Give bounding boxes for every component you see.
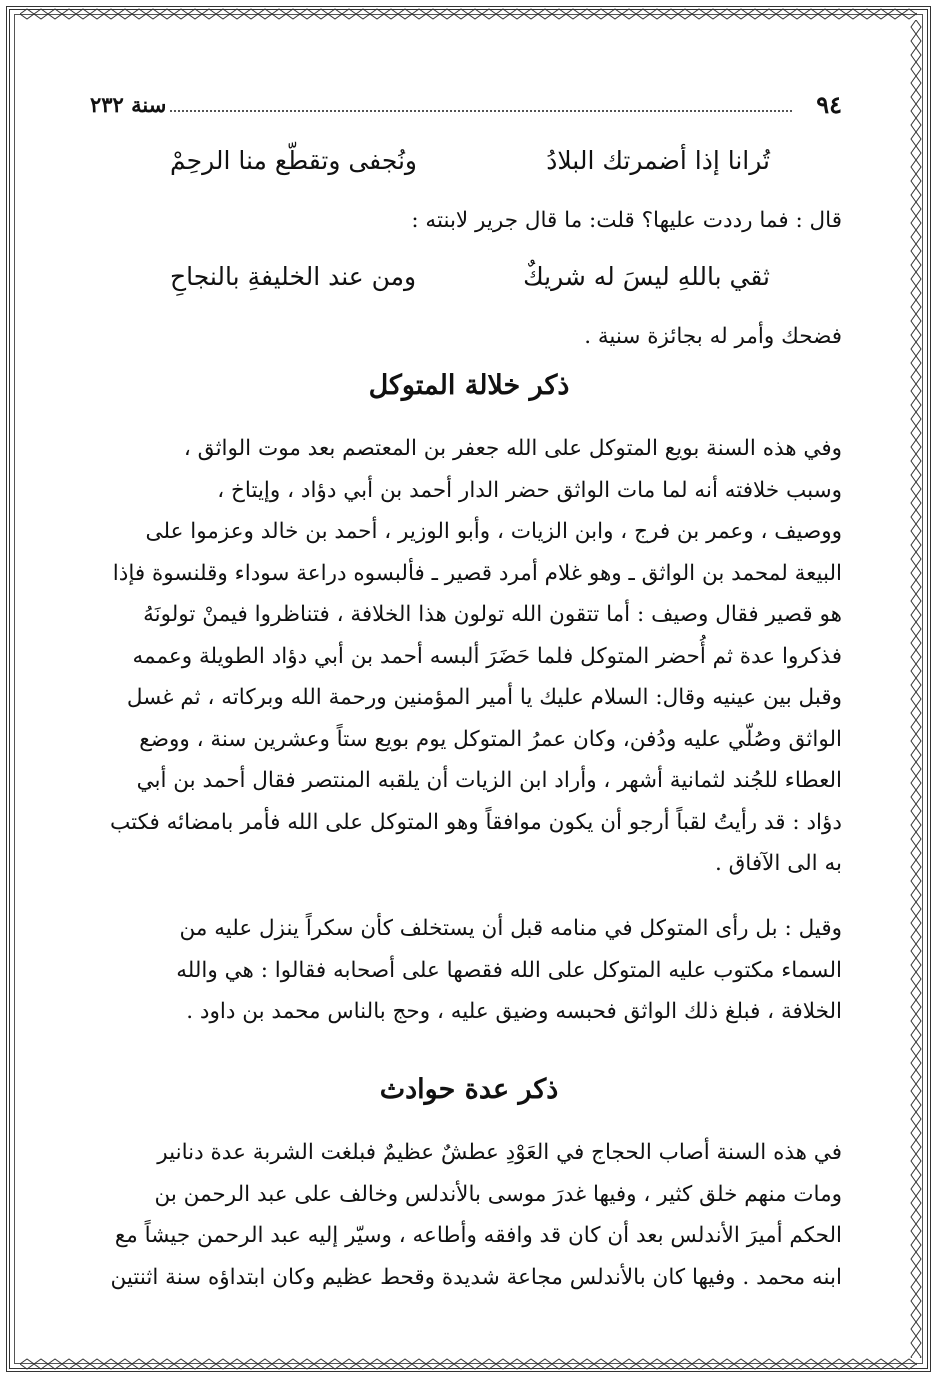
section-heading-2: ذكر عدة حوادث bbox=[379, 1074, 559, 1105]
text-line: الخلافة ، فبلغ ذلك الواثق فحبسه وضيق عليه ، وحج بالناس محمد بن داود . bbox=[186, 999, 842, 1024]
outro-text: فضحك وأمر له بجائزة سنية . bbox=[584, 324, 842, 349]
text-line: الحكم أميرَ الأندلس بعد أن كان قد وافقه وأطاعه ، وسيّر إليه عبد الرحمن جيشاً مع bbox=[114, 1223, 842, 1248]
intro-line bbox=[96, 200, 842, 242]
text-line: هو قصير فقال وصيف : أما تتقون الله تولون هذا الخلافة ، فتناظروا فيمنْ تولونَهُ bbox=[143, 602, 842, 627]
text-line: الواثق وصُلّي عليه ودُفن، وكان عمرُ المتوكل يوم بويع ستاً وعشرين سنة ، ووضع bbox=[139, 726, 842, 752]
text-line: وقيل : بل رأى المتوكل في منامه قبل أن يستخلف كأن سكراً ينزل عليه من bbox=[179, 916, 842, 941]
text-line: وفي هذه السنة بويع المتوكل على الله جعفر بن المعتصم بعد موت الواثق ، bbox=[183, 436, 842, 461]
section-1-paragraph-1 bbox=[96, 428, 842, 885]
verse-line-2 bbox=[170, 262, 770, 291]
verse-2-second-hemistich: ومن عند الخليفةِ بالنجاحِ bbox=[170, 262, 417, 291]
text-line: فذكروا عدة ثم أُحضر المتوكل فلما حَضَرَ ألبسه أحمد بن أبي دؤاد الطويلة وعممه bbox=[132, 643, 842, 669]
text-line: وقبل بين عينيه وقال: السلام عليك يا أمير المؤمنين ورحمة الله وبركاته ، ثم غسل bbox=[126, 685, 842, 710]
section-heading-1: ذكر خلالة المتوكل bbox=[368, 370, 570, 401]
header-dotted-leader bbox=[170, 110, 792, 112]
ornament-top bbox=[20, 8, 917, 20]
intro-text: قال : فما رددت عليها؟ قلت: ما قال جرير لابنته : bbox=[411, 208, 842, 233]
text-line: في هذه السنة أصاب الحجاج في العَوْدِ عطشٌ عظيمٌ فبلغت الشربة عدة دنانير bbox=[157, 1140, 842, 1165]
ornament-right bbox=[910, 20, 922, 1358]
text-line: ومات منهم خلق كثير ، وفيها غدرَ موسى بالأندلس وخالف على عبد الرحمن بن bbox=[154, 1181, 842, 1207]
section-2-paragraph bbox=[96, 1132, 842, 1298]
text-line: البيعة لمحمد بن الواثق ـ وهو غلام أمرد قصير ـ فألبسوه دراعة سوداء وقلنسوة فإذا bbox=[112, 560, 842, 586]
text-line: السماء مكتوب عليه المتوكل على الله فقصها على أصحابه فقالوا : هي والله bbox=[176, 957, 842, 983]
running-header bbox=[90, 90, 842, 120]
section-1-paragraph-2 bbox=[96, 908, 842, 1033]
ornament-bottom bbox=[20, 1358, 917, 1370]
verse-1-first-hemistich: تُرانا إذا أضمرتك البلادُ bbox=[546, 146, 770, 175]
text-line: ابنه محمد . وفيها كان بالأندلس مجاعة شديدة وقحط عظيم وكان ابتداؤه سنة اثنتين bbox=[110, 1264, 842, 1290]
text-line: دؤاد : قد رأيتُ لقباً أرجو أن يكون موافقاً وهو المتوكل على الله فأمر بامضائه فكتب bbox=[110, 809, 842, 835]
page-number: ٩٤ bbox=[816, 90, 842, 119]
year-label: سنة ٢٣٢ bbox=[90, 92, 167, 117]
verse-2-first-hemistich: ثقي باللهِ ليسَ له شريكٌ bbox=[523, 262, 770, 291]
outro-line bbox=[96, 316, 842, 358]
verse-1-second-hemistich: ونُجفى وتقطّع منا الرحِمْ bbox=[170, 146, 417, 175]
text-line: وسبب خلافته أنه لما مات الواثق حضر الدار أحمد بن أبي دؤاد ، وإيتاخ ، bbox=[217, 477, 842, 503]
text-line: العطاء للجُند لثمانية أشهر ، وأراد ابن الزيات أن يلقبه المنتصر فقال أحمد بن أبي bbox=[136, 768, 842, 793]
text-line: به الى الآفاق . bbox=[714, 851, 842, 876]
verse-line-1 bbox=[170, 146, 770, 175]
text-line: ووصيف ، وعمر بن فرج ، وابن الزيات ، وأبو الوزير ، أحمد بن خالد وعزموا على bbox=[145, 519, 842, 544]
